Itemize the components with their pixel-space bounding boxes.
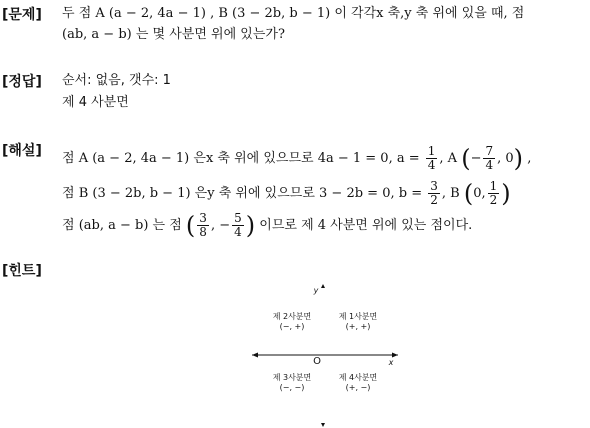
answer-line-2: 제 4 사분면 — [62, 95, 129, 110]
problem-line-2: (ab, a − b) 는 몇 사분면 위에 있는가? — [62, 27, 285, 42]
fraction-numerator: 3 — [430, 179, 438, 193]
problem-label: [문제] — [2, 7, 42, 23]
quadrant-3-sign: (−, −) — [279, 383, 305, 392]
explanation-l3-sep: , − — [210, 218, 231, 233]
explanation-l1-end: , — [527, 151, 532, 166]
fraction-numerator: 7 — [485, 144, 494, 158]
quadrant-2-name: 제 2사분면 — [272, 312, 312, 321]
fraction-denominator: 4 — [234, 225, 242, 239]
left-paren: ( — [185, 211, 196, 240]
explanation-l2-inner-pre: 0, — [473, 186, 486, 201]
fraction-denominator: 4 — [485, 158, 494, 172]
left-paren: ( — [463, 179, 474, 208]
fraction-numerator: 5 — [234, 211, 242, 225]
explanation-l2-mid: , B — [441, 186, 460, 201]
right-paren: ) — [245, 211, 256, 240]
answer-line-1: 순서: 없음, 갯수: 1 — [62, 73, 171, 88]
fraction — [197, 212, 209, 239]
explanation-l3-text: 점 (ab, a − b) 는 점 — [62, 218, 182, 233]
hint-label: [힌트] — [2, 263, 42, 279]
answer-label: [정답] — [2, 74, 42, 90]
origin-label: O — [313, 356, 321, 367]
fraction-numerator: 1 — [489, 179, 498, 193]
right-paren: ) — [513, 144, 524, 173]
quadrant-1-sign: (+, +) — [345, 322, 371, 331]
fraction-denominator: 4 — [427, 158, 436, 172]
explanation-l1-mid: , A — [439, 151, 458, 166]
x-axis-left-arrow-icon — [252, 353, 258, 358]
quadrant-4-label — [328, 373, 388, 393]
quadrant-axes — [240, 278, 410, 428]
y-axis-label: y — [313, 286, 319, 295]
y-axis-down-arrow-icon — [321, 423, 325, 427]
quadrant-3-name: 제 3사분면 — [272, 373, 312, 382]
explanation-l3-end: 이므로 제 4 사분면 위에 있는 점이다. — [259, 218, 473, 233]
quadrant-1-name: 제 1사분면 — [338, 312, 378, 321]
fraction — [488, 180, 500, 207]
right-paren: ) — [501, 179, 511, 208]
fraction — [232, 212, 244, 239]
quadrant-diagram — [240, 278, 410, 428]
explanation-line-1 — [62, 145, 531, 172]
explanation-label: [해설] — [2, 143, 42, 159]
fraction — [483, 145, 495, 172]
left-paren: ( — [461, 144, 471, 173]
explanation-l1-inner-pre: − — [470, 151, 482, 166]
explanation-line-2 — [62, 180, 511, 207]
quadrant-4-name: 제 4사분면 — [338, 373, 378, 382]
fraction-numerator: 3 — [199, 211, 207, 225]
explanation-line-3 — [62, 212, 472, 239]
explanation-l1-inner-post: , 0 — [497, 151, 514, 166]
quadrant-3-label — [262, 373, 322, 393]
quadrant-4-sign: (+, −) — [345, 383, 371, 392]
x-axis-label: x — [388, 358, 394, 367]
quadrant-2-label — [262, 312, 322, 332]
fraction — [428, 180, 440, 207]
explanation-l2-text: 점 B (3 − 2b, b − 1) 은y 축 위에 있으므로 3 − 2b = 0, b = — [62, 186, 423, 201]
quadrant-1-label — [328, 312, 388, 332]
quadrant-2-sign: (−, +) — [279, 322, 305, 331]
fraction-denominator: 2 — [430, 193, 438, 207]
fraction-numerator: 1 — [427, 144, 436, 158]
fraction-denominator: 2 — [489, 193, 498, 207]
explanation-l1-text: 점 A (a − 2, 4a − 1) 은x 축 위에 있으므로 4a − 1 = 0, a = — [62, 151, 420, 166]
problem-line-1: 두 점 A (a − 2, 4a − 1) , B (3 − 2b, b − 1) 이 각각x 축,y 축 위에 있을 때, 점 — [62, 6, 525, 21]
x-axis-right-arrow-icon — [392, 353, 398, 358]
fraction — [426, 145, 438, 172]
fraction-denominator: 8 — [199, 225, 207, 239]
